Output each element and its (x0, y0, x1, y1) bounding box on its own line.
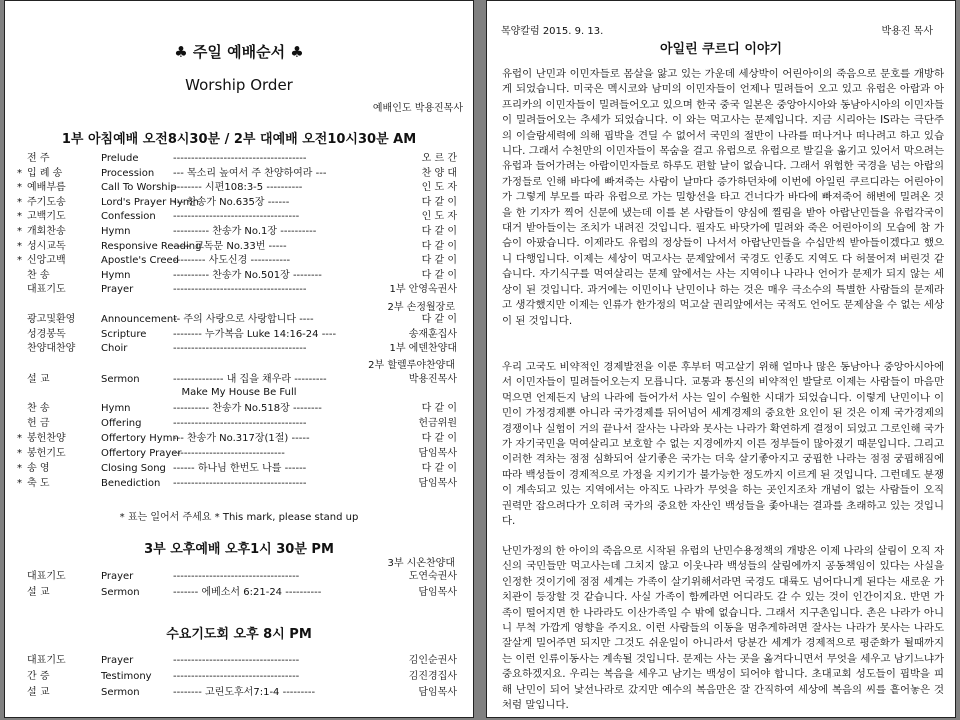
order-detail: ------ 하나님 한번도 나를 ------ (173, 463, 307, 474)
order-label: 찬 송 (27, 269, 50, 281)
order-row (5, 570, 474, 583)
order-detail: -------- 누가복음 Luke 14:16-24 ---- (173, 328, 337, 340)
bulletin-title-en: Worship Order (185, 76, 293, 94)
order-detail: -------- 시편108:3-5 ---------- (173, 182, 303, 194)
order-row (5, 328, 474, 341)
column-date: 목양칼럼 2015. 9. 13. (501, 26, 604, 37)
order-label: 성시교독 (27, 240, 66, 252)
order-label: 대표기도 (27, 284, 66, 296)
order-detail: ----------------------------------- (173, 671, 300, 682)
order-detail: --------- 사도신경 ----------- (173, 255, 291, 267)
order-en: Procession (101, 167, 155, 179)
order-leader: 다 같 이 (421, 240, 457, 252)
order-detail: ---------- 찬송가 No.518장 -------- (173, 403, 322, 414)
bulletin-title: ♣ 주일 예배순서 ♣ (174, 43, 304, 61)
stand-mark: * (17, 240, 22, 252)
order-label: 광고및환영 (27, 314, 76, 325)
sermon-en: Sermon (101, 374, 140, 385)
stand-mark: * (17, 226, 22, 237)
order-row (5, 432, 474, 445)
order-en: Offertory Prayer (101, 448, 182, 459)
order-en: Hymn (101, 403, 131, 414)
stand-mark: * (17, 463, 22, 474)
order-row (5, 670, 474, 683)
order-detail: ------------------------------------- (173, 343, 307, 355)
order-detail: ------- 에베소서 6:21-24 ---------- (173, 587, 322, 598)
order-detail: ---------- 찬송가 No.1장 ---------- (173, 226, 317, 237)
order-leader: 도연숙권사 (408, 571, 457, 582)
order-row (5, 152, 474, 165)
pm-choir: 3부 시온찬양대 (387, 558, 455, 569)
order-leader: 다 같 이 (421, 463, 457, 474)
order-row (5, 313, 474, 326)
wed-service-title: 수요기도회 오후 8시 PM (166, 627, 312, 642)
order-en: Prayer (101, 571, 134, 582)
order-en: Closing Song (101, 463, 166, 474)
order-en: Prayer (101, 655, 134, 666)
order-en: Prelude (101, 153, 139, 164)
order-en: Offering (101, 418, 142, 429)
order-detail: ----------------------------------- (173, 655, 300, 666)
order-leader: 인 도 자 (421, 211, 457, 223)
order-detail: ----- 교독문 No.33번 ----- (173, 240, 287, 252)
order-row (5, 447, 474, 460)
order-row (5, 269, 474, 282)
sermon-row (5, 373, 474, 386)
order-detail: -- 주의 사랑으로 사랑합니다 ---- (173, 314, 314, 325)
order-row (5, 417, 474, 430)
order-leader: 인 도 자 (421, 182, 457, 194)
stand-mark: * (17, 448, 22, 459)
order-label: 고백기도 (27, 211, 66, 223)
worship-order-page (4, 0, 474, 718)
order-label: 봉헌기도 (27, 448, 66, 459)
column-author: 박용진 목사 (881, 26, 933, 37)
order-leader: 다 같 이 (421, 269, 457, 281)
order-row (5, 240, 474, 253)
order-en: Confession (101, 211, 156, 223)
order-label: 축 도 (27, 478, 50, 489)
sermon-title: -------------- 내 집을 채우라 --------- (173, 374, 327, 385)
order-row (5, 181, 474, 194)
order-label: 간 증 (27, 671, 50, 682)
order-en: Sermon (101, 587, 140, 598)
order-leader: 오 르 간 (421, 153, 457, 164)
order-en: Responsive Reading (101, 240, 202, 252)
choir-2nd: 2부 할렐루야찬양대 (368, 360, 455, 371)
order-label: 대표기도 (27, 571, 66, 582)
order-leader: 다 같 이 (421, 314, 457, 325)
order-label: 예배부름 (27, 182, 66, 194)
order-label: 설 교 (27, 687, 50, 698)
stand-mark: * (17, 211, 22, 223)
stand-mark: * (17, 478, 22, 489)
column-paragraph: 유럽이 난민과 이민자들로 몸살을 앓고 있는 가운데 세상박이 어린아이의 죽음으로 문호를 개방하게 되었습니다. 미국은 멕시코와 남미의 이민자들이 언제나 밀려들어 오고 있고 유럽은 아랍과 아프리카의 이민자들이 밀려들어오고 있으며 한국 중국 일본은 중앙아시아와 동남아시아의 이민자들이 밀려들어오는 추세가 되었습니다. 이 와는 먹고사는 문제입니다. 지금 시리아는 IS라는 극단주의 이슬람세력에 의해 핍박을 견딜 수 없어서 국민의 절반이 나라를 떠나거나 떠나려고 하고 있습니다. 그래서 수천만의 이민자들이 목숨을 걸고 유럽으로 유럽으로 발길을 옮기고 있어서 막으려는 유럽과 들어가려는 아랍이민자들로 하루도 편할 날이 없습니다. 그래서 위험한 국경을 넘는 아랍의 가정들로 인해 바다에 빠져죽는 사람이 날마다 증가하던차에 이번에 아일린 쿠르디라는 어린아이가 그렇게 부모를 따라 유럽으로 가는 밀항선을 타고 건너다가 바다에 빠져죽어 해변에 밀려온 것을 한 기자가 찍어 신문에 냈는데 이를 본 사람들이 양심에 찔림을 받아 아랍난민들을 유럽각국이 대거 받아들이는 조치가 내려진 것입니다. 필자도 바닷가에 밀려와 죽은 어린아이의 모습에 참 가슴이 아팠습니다. 이제라도 유럽의 정상들이 나서서 아랍난민들을 수십만씩 받아들이겠다고 했으니 다행입니다. 이제는 세상이 먹고사는 문제앞에서 국경도 인종도 지역도 다 허물어져 버린것 같습니다. 자기식구를 먹여살리는 문제 앞에서는 사는 지역이나 나라나 언어가 문제가 되지 않는 세상이 된 것입니다. 과거에는 이민이나 난민이나 하는 것은 매우 극소수의 특별한 사람들의 문제라고 생각했지만 이제는 인류가 한가정의 먹고살 권리앞에서는 국적도 언어도 문제삼을 수 없는 세상이 된 것입니다. (502, 68, 944, 327)
order-row (5, 283, 474, 296)
order-en: Sermon (101, 687, 140, 698)
order-detail: ------------------------------------- (173, 478, 307, 489)
leader-note: 예배인도 박용진목사 (372, 103, 463, 114)
order-detail: --- 찬송가 No.317장(1절) ----- (173, 433, 310, 444)
order-leader: 김진경집사 (408, 671, 457, 682)
order-label: 성경봉독 (27, 328, 66, 340)
order-row (5, 402, 474, 415)
order-en: Lord's Prayer Hymn (101, 196, 199, 208)
order-en: Offertory Hymn (101, 433, 179, 444)
order-detail: ---------- 찬송가 No.501장 -------- (173, 269, 322, 281)
order-row (5, 167, 474, 180)
order-leader: 다 같 이 (421, 255, 457, 267)
service-times: 1부 아침예배 오전8시30분 / 2부 대예배 오전10시30분 AM (61, 132, 417, 147)
pastor-column-page (486, 0, 956, 718)
order-leader: 헌금위원 (418, 418, 457, 429)
order-label: 찬양대찬양 (27, 343, 76, 355)
column-paragraph: 우리 고국도 비약적인 경제발전을 이룬 후부터 먹고살기 위해 얼마나 많은 동남아나 중앙아시아에서 이민자들이 밀려들어오는지 모릅니다. 교통과 통신의 비약적인 발달로 이제는 사람들이 마음만 먹으면 언제든지 남의 나라에 들어가서 사는 일이 수월한 시대가 되었습니다. 이렇게 난민이나 이민이 가정경제뿐 아니라 국가경제를 뒤어넘어 세계경제의 중요한 요인이 된 것은 이제 국가경제의 경쟁이나 실험이 거의 끝나서 잘사는 나라와 못사는 나라가 확연하게 결정이 되었고 그로인해 국가가 자기국민을 먹여살리고 보호할 수 없는 지경에까지 이른 정부들이 많아졌기 때문입니다. 그리고 이러한 격차는 점점 심화되어 살기좋은 국가는 더욱 살기좋아지고 궁핍한 나라는 점점 궁핍해짐에 따라 백성들이 경제적으로 가정을 지키기가 불가능한 정도까지 이르게 된 것입니다. 그런데도 분쟁이 계속되고 있는 지역에서는 아직도 나라가 무엇을 하는 곳인지조차 개념이 없는 사람들이 오직 권력만 잡으려다가 오히려 국가의 중요한 자산인 백성들을 좇아내는 결과를 초래하고 있는 것입니다. (502, 361, 944, 528)
order-row (5, 225, 474, 238)
pm-service-title: 3부 오후예배 오후1시 30분 PM (144, 542, 334, 557)
column-paragraph: 난민가정의 한 아이의 죽음으로 시작된 유럽의 난민수용정책의 개방은 이제 나라의 살림이 오직 자신의 국민들만 먹고사는데 그치지 않고 이웃나라 백성들의 살림에까지 공동책임이 있다는 사실을 인정한 것이기에 점점 세계는 가족이 살기위해서라면 국경도 대륙도 넘어다니게 된다는 새로운 가치관이 등장할 것 같습니다. 사실 가족이 함께라면 어디라도 갈 수 있는 것이 인간이지요. 반면 가족이 떨어지면 한 나라라도 이산가족일 수 밖에 없습니다. 그래서 지구촌입니다. 촌은 나라가 아니니 무척 가깝게 영향을 주지요. 이런 사람들의 이동을 멈추게하려면 잘사는 나라가 못사는 나라도 잘살게 밀어주면 되지만 그것도 쉬운일이 아니라서 당분간 세계가 경제적으로 평준화가 될때까지는 이런 인류이동사는 계속될 것입니다. 문제는 사는 곳을 옮겨다니면서 무엇을 세우고 남기느냐가 중요하겠지요. 우리는 복음을 세우고 남기는 백성이 되어야 합니다. 초대교회 성도들이 핍박을 피해 난민이 되어 낯선나라로 갔지만 예수의 복음만은 잘 간직하여 세상에 복음의 씨를 흩어놓은 것처럼 말입니다. (502, 545, 944, 712)
sermon-label: 설 교 (27, 374, 50, 385)
order-en: Announcement (101, 314, 178, 325)
order-row (5, 462, 474, 475)
order-label: 입 례 송 (27, 167, 63, 179)
order-label: 헌 금 (27, 418, 50, 429)
order-row (5, 686, 474, 699)
order-label: 찬 송 (27, 403, 50, 414)
order-en: Benediction (101, 478, 161, 489)
order-row (5, 254, 474, 267)
order-leader: 다 같 이 (421, 403, 457, 414)
stand-mark: * (17, 167, 22, 179)
order-row (5, 654, 474, 667)
order-label: 설 교 (27, 587, 50, 598)
order-leader: 담임목사 (418, 587, 457, 598)
order-leader: 다 같 이 (421, 433, 457, 444)
order-leader: 김인순권사 (408, 655, 457, 666)
sermon-title-en: Make My House Be Full (181, 387, 297, 398)
order-en: Hymn (101, 269, 131, 281)
order-row (5, 210, 474, 223)
order-leader: 1부 안영옥권사 (389, 284, 457, 296)
order-leader: 다 같 이 (421, 196, 457, 208)
order-leader: 찬 양 대 (421, 167, 457, 179)
order-row (5, 342, 474, 355)
stand-mark: * (17, 255, 22, 267)
order-en: Testimony (101, 671, 152, 682)
stand-mark: * (17, 182, 22, 194)
order-label: 주기도송 (27, 196, 66, 208)
order-leader: 송재훈집사 (408, 328, 457, 340)
order-en: Apostle's Creed (101, 255, 180, 267)
order-detail: ----------------------------------- (173, 211, 300, 223)
order-leader: 담임목사 (418, 448, 457, 459)
order-label: 개회찬송 (27, 226, 66, 237)
order-row (5, 586, 474, 599)
stand-note: * 표는 일어서 주세요 * This mark, please stand up (119, 512, 359, 523)
order-en: Call To Worship (101, 182, 177, 194)
stand-mark: * (17, 433, 22, 444)
order-detail: ------------------------------------- (173, 418, 307, 429)
order-label: 대표기도 (27, 655, 66, 666)
order-detail: --- 목소리 높여서 주 찬양하여라 --- (173, 167, 327, 179)
order-label: 송 영 (27, 463, 50, 474)
stand-mark: * (17, 196, 22, 208)
order-detail: ------------------------------------- (173, 284, 307, 296)
order-en: Hymn (101, 226, 131, 237)
sermon-preacher: 박용진목사 (408, 374, 457, 385)
order-label: 봉헌찬양 (27, 433, 66, 444)
order-row (5, 477, 474, 490)
order-en: Scripture (101, 328, 147, 340)
order-leader: 담임목사 (418, 687, 457, 698)
order-leader: 다 같 이 (421, 226, 457, 237)
order-row (5, 196, 474, 209)
prayer-2nd-leader: 2부 손정월장로 (387, 302, 455, 313)
order-detail: ------------------------------- (173, 448, 285, 459)
order-leader: 담임목사 (418, 478, 457, 489)
order-label: 신앙고백 (27, 255, 66, 267)
order-detail: -------- 고린도후서7:1-4 --------- (173, 687, 316, 698)
column-title: 아일린 쿠르디 이야기 (659, 42, 783, 57)
order-leader: 1부 에덴찬양대 (389, 343, 457, 355)
order-detail: ------------------------------------- (173, 153, 307, 164)
order-detail: ----------------------------------- (173, 571, 300, 582)
order-label: 전 주 (27, 153, 50, 164)
order-en: Choir (101, 343, 128, 355)
order-en: Prayer (101, 284, 134, 296)
order-detail: --- 찬송가 No.635장 ------ (173, 196, 290, 208)
